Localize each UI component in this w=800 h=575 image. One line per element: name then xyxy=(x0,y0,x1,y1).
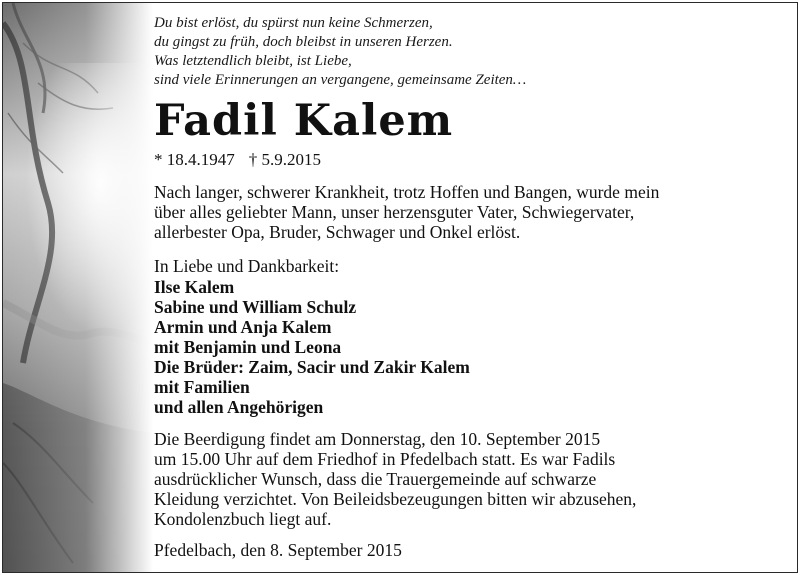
love-line: In Liebe und Dankbarkeit: xyxy=(154,256,340,276)
announcement-line: über alles geliebter Mann, unser herzensguter Vater, Schwiegervater, xyxy=(154,202,635,222)
funeral-line: um 15.00 Uhr auf dem Friedhof in Pfedelbach statt. Es war Fadils xyxy=(154,449,616,469)
place-date: Pfedelbach, den 8. September 2015 xyxy=(154,540,402,560)
funeral-line: Kleidung verzichtet. Von Beileidsbezeugungen bitten wir abzusehen, xyxy=(154,489,637,509)
mourner-line: Die Brüder: Zaim, Sacir und Zakir Kalem xyxy=(154,357,470,377)
poem-line: sind viele Erinnerungen an vergangene, gemeinsame Zeiten… xyxy=(154,72,527,88)
announcement-paragraph xyxy=(154,182,659,242)
poem xyxy=(154,14,526,90)
mourners-list xyxy=(154,277,470,417)
funeral-line: ausdrücklicher Wunsch, dass die Trauergemeinde auf schwarze xyxy=(154,469,597,489)
funeral-line: Die Beerdigung findet am Donnerstag, den 10. September 2015 xyxy=(154,429,601,449)
mourner-line: und allen Angehörigen xyxy=(154,397,324,417)
mourner-line: mit Familien xyxy=(154,377,250,397)
deceased-name: Fadil Kalem xyxy=(154,96,454,146)
death-date: † 5.9.2015 xyxy=(248,150,321,169)
poem-line: Was letztendlich bleibt, ist Liebe, xyxy=(154,53,352,69)
funeral-paragraph xyxy=(154,429,636,529)
poem-line: du gingst zu früh, doch bleibst in unseren Herzen. xyxy=(154,34,453,50)
obituary-card xyxy=(2,2,798,573)
funeral-line: Kondolenzbuch liegt auf. xyxy=(154,509,332,529)
forest-path-image xyxy=(3,3,153,573)
birth-date: * 18.4.1947 xyxy=(154,150,235,169)
announcement-line: Nach langer, schwerer Krankheit, trotz Hoffen und Bangen, wurde mein xyxy=(154,182,660,202)
mourner-line: mit Benjamin und Leona xyxy=(154,337,342,357)
mourner-line: Armin und Anja Kalem xyxy=(154,317,332,337)
poem-line: Du bist erlöst, du spürst nun keine Schmerzen, xyxy=(154,15,433,31)
mourner-line: Sabine und William Schulz xyxy=(154,297,357,317)
mourner-line: Ilse Kalem xyxy=(154,277,235,297)
life-dates xyxy=(154,150,335,170)
announcement-line: allerbester Opa, Bruder, Schwager und Onkel erlöst. xyxy=(154,222,521,242)
